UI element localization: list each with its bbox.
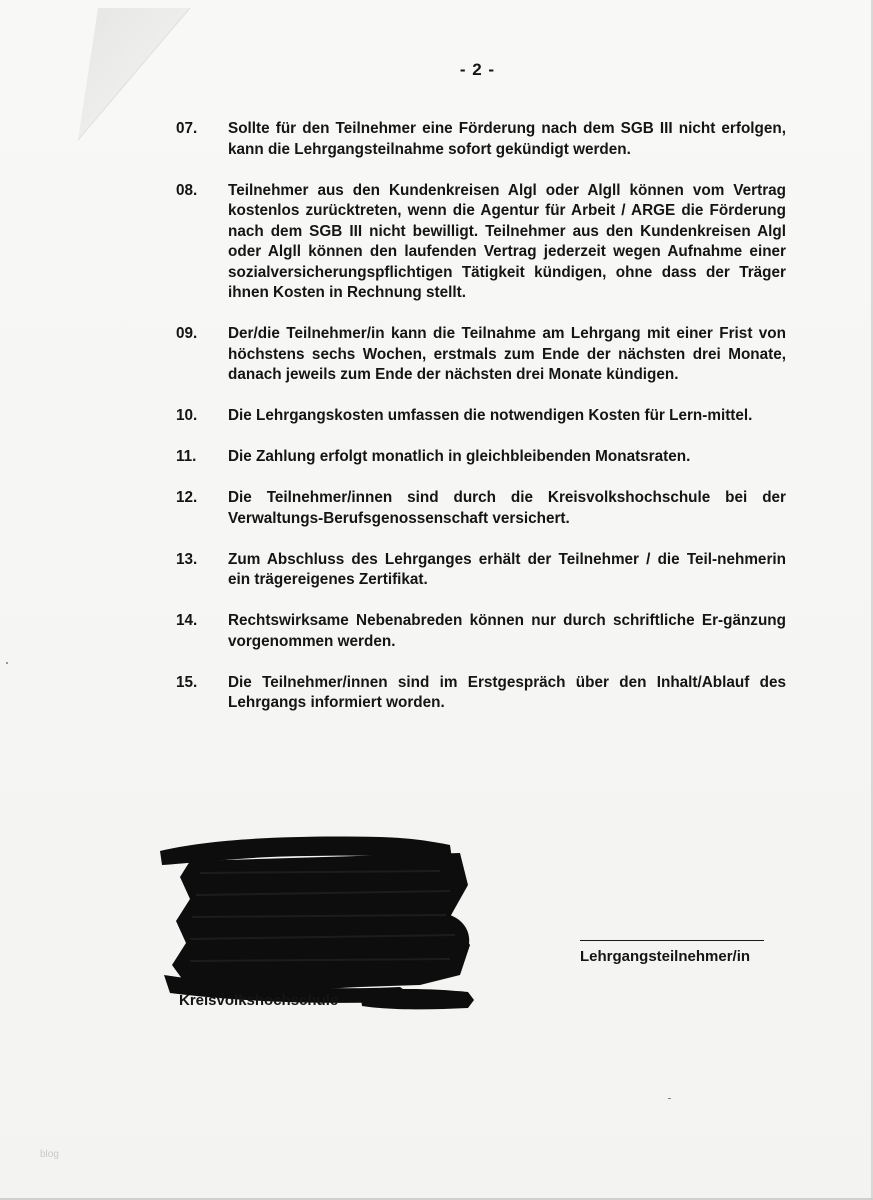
clause-text: Die Teilnehmer/innen sind im Erstgespräch über den Inhalt/Ablauf des Lehrgangs informiert worden. (228, 673, 786, 711)
clause-15 (176, 673, 786, 714)
clause-list (176, 119, 786, 734)
scan-speck (668, 1098, 671, 1099)
clause-number: 11. (176, 448, 197, 465)
clause-number: 13. (176, 550, 198, 568)
clause-text: Teilnehmer aus den Kundenkreisen Algl oder Algll können vom Vertrag kostenlos zurücktreten, wenn die Agentur für Arbeit / ARGE die Förderung nach dem SGB III nicht bewilligt. Teilnehmer aus den Kundenkreisen Algl oder Algll können den laufenden Vertrag jederzeit wegen Aufnahme einer sozialversicherungspflichtigen Tätigkeit kündigen, ohne dass der Träger ihnen Kosten in Rechnung stellt. (228, 181, 786, 301)
participant-signature-block (580, 940, 780, 965)
clause-14 (176, 611, 786, 652)
clause-text: Rechtswirksame Nebenabreden können nur durch schriftliche Er-gänzung vorgenommen werden. (228, 612, 786, 650)
clause-text: Zum Abschluss des Lehrganges erhält der Teilnehmer / die Teil-nehmerin ein trägereigenes Zertifikat. (228, 550, 786, 588)
clause-number: 09. (176, 325, 198, 342)
clause-text: Der/die Teilnehmer/in kann die Teilnahme am Lehrgang mit einer Frist von höchstens sechs Wochen, erstmals zum Ende der nächsten drei Monate, danach jeweils zum Ende der nächsten drei Monate kündigen. (228, 325, 786, 383)
clause-text: Die Zahlung erfolgt monatlich in gleichbleibenden Monatsraten. (228, 448, 691, 465)
clause-11 (176, 447, 786, 468)
clause-number: 08. (176, 181, 198, 199)
clause-09 (176, 324, 786, 386)
clause-number: 15. (176, 673, 198, 691)
page-number: - 2 - (459, 60, 496, 79)
clause-text: Sollte für den Teilnehmer eine Förderung nach dem SGB III nicht erfolgen, kann die Lehrgangsteilnahme sofort gekündigt werden. (228, 120, 786, 158)
clause-text: Die Teilnehmer/innen sind durch die Kreisvolkshochschule bei der Verwaltungs-Berufsgenossenschaft versichert. (228, 489, 786, 527)
clause-number: 12. (176, 489, 198, 506)
clause-07 (176, 119, 786, 160)
clause-text: Die Lehrgangskosten umfassen die notwendigen Kosten für Lern-mittel. (228, 407, 753, 424)
clause-10 (176, 406, 786, 427)
clause-number: 07. (176, 120, 198, 137)
watermark: blog (40, 1149, 59, 1160)
signature-line (580, 940, 764, 941)
clause-12 (176, 488, 786, 529)
redaction-scribble-small (358, 986, 478, 1012)
institution-signature-label: Kreisvolkshochschule (179, 992, 339, 1009)
clause-08 (176, 181, 786, 304)
clause-number: 14. (176, 612, 198, 629)
clause-number: 10. (176, 407, 198, 424)
participant-signature-label: Lehrgangsteilnehmer/in (580, 948, 751, 965)
clause-13 (176, 550, 786, 591)
scan-speck (6, 662, 8, 664)
